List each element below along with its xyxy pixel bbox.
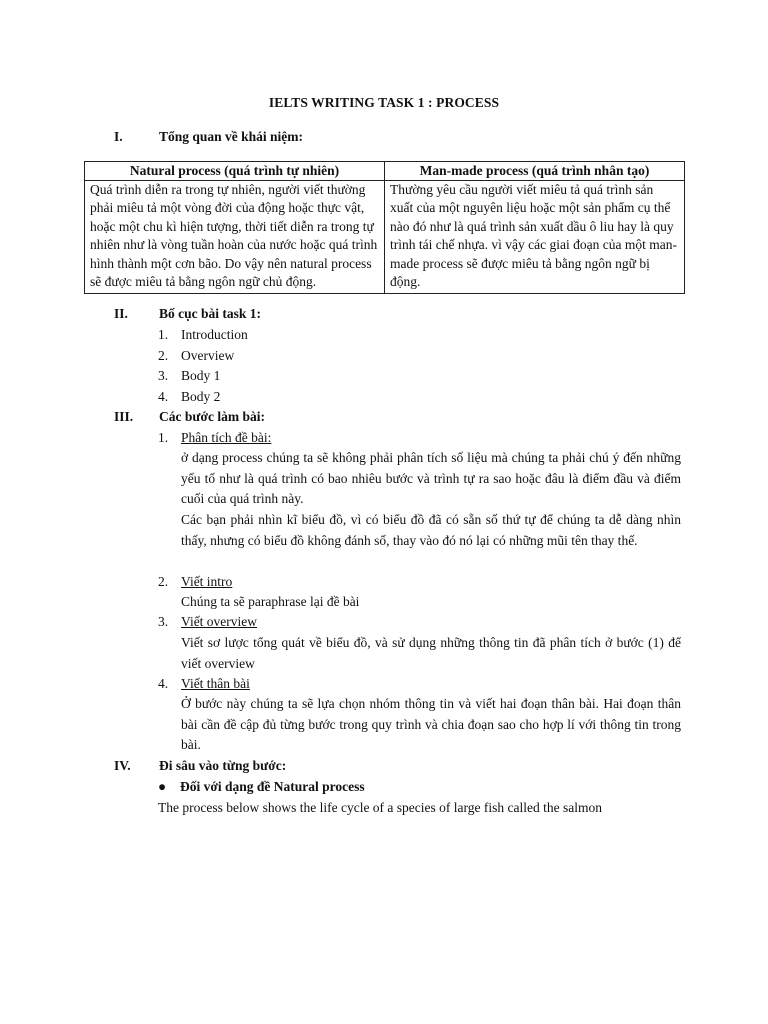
list-item: 4. Body 2 <box>158 388 221 404</box>
section-1-title: Tổng quan về khái niệm: <box>159 129 304 144</box>
section-1-number: I. <box>114 129 123 144</box>
section-2-heading <box>114 304 261 325</box>
step-1-text-2: Các bạn phải nhìn kĩ biểu đồ, vì có biểu đồ đã có sẵn số thứ tự để chúng ta dễ dàng nhìn thấy, nhưng có biểu đồ không đánh số, thay vào đó nó lại có những mũi tên thay thế. <box>181 512 681 548</box>
section-4-number: IV. <box>114 758 131 773</box>
step-1-text: ở dạng process chúng ta sẽ không phải phân tích số liệu mà chúng ta phải chú ý đến những yếu tố như là quá trình có bao nhiêu bước và trình tự ra sao hoặc đâu là điểm đầu và điểm cuối của quá trình này. <box>181 450 681 506</box>
step-4-text: Ở bước này chúng ta sẽ lựa chọn nhóm thông tin và viết hai đoạn thân bài. Hai đoạn thân bài cần đề cập đủ từng bước trong quy trình và chia đoạn sao cho hợp lí với thông tin trong bài. <box>181 696 681 752</box>
section-4-title: Đi sâu vào từng bước: <box>159 758 287 773</box>
section-3-number: III. <box>114 409 134 424</box>
table-row <box>85 181 685 294</box>
table-header-man-made: Man-made process (quá trình nhân tạo) <box>385 162 685 181</box>
concept-table <box>84 161 685 294</box>
section-3-title: Các bước làm bài: <box>159 409 265 424</box>
task-prompt-text: The process below shows the life cycle of a species of large fish called the salmon <box>158 800 602 815</box>
bullet-icon: ● <box>158 779 167 794</box>
list-item: 2. Overview <box>158 347 235 363</box>
table-header-row <box>85 162 685 181</box>
section-1-heading <box>114 127 303 148</box>
section-2-title: Bố cục bài task 1: <box>159 306 262 321</box>
section-2-number: II. <box>114 306 128 321</box>
list-item: 3. Body 1 <box>158 368 221 383</box>
step-2-label: 2. Viết intro <box>158 574 233 589</box>
section-3-heading <box>114 407 265 428</box>
structure-list <box>158 325 248 407</box>
table-cell-natural: Quá trình diễn ra trong tự nhiên, người viết thường phải miêu tả một vòng đời của động hoặc thực vật, hoặc một chu kì hiện tượng, thời tiết diễn ra trong tự nhiên như là vòng tuần hoàn của nước hoặc quá trình hình thành một cơn bão. Do vậy nên natural process sẽ được miêu tả bằng ngôn ngữ chủ động. <box>85 181 385 294</box>
document-title: IELTS WRITING TASK 1 : PROCESS <box>268 95 500 110</box>
table-cell-man-made: Thường yêu cầu người viết miêu tả quá trình sản xuất của một nguyên liệu hoặc một sản phẩm cụ thể nào đó như là quá trình sản xuất dầu ô liu hay là quy trình tái chế nhựa. vì vậy các giai đoạn của một man-made process sẽ được miêu tả bằng ngôn ngữ bị động. <box>385 181 685 294</box>
table-header-natural: Natural process (quá trình tự nhiên) <box>85 162 385 181</box>
list-item: 1. Introduction <box>158 327 248 342</box>
step-3-text: Viết sơ lược tổng quát về biểu đồ, và sử dụng những thông tin đã phân tích ở bước (1) để viết overview <box>181 635 681 671</box>
step-1-label: 1. Phân tích đề bài: <box>158 430 272 445</box>
step-2-text: Chúng ta sẽ paraphrase lại đề bài <box>181 594 360 609</box>
step-3-label: 3. Viết overview <box>158 614 258 629</box>
step-4-label: 4. Viết thân bài <box>158 676 250 691</box>
natural-process-bullet: ● Đối với dạng đề Natural process <box>158 777 365 798</box>
section-4-heading <box>114 756 286 777</box>
